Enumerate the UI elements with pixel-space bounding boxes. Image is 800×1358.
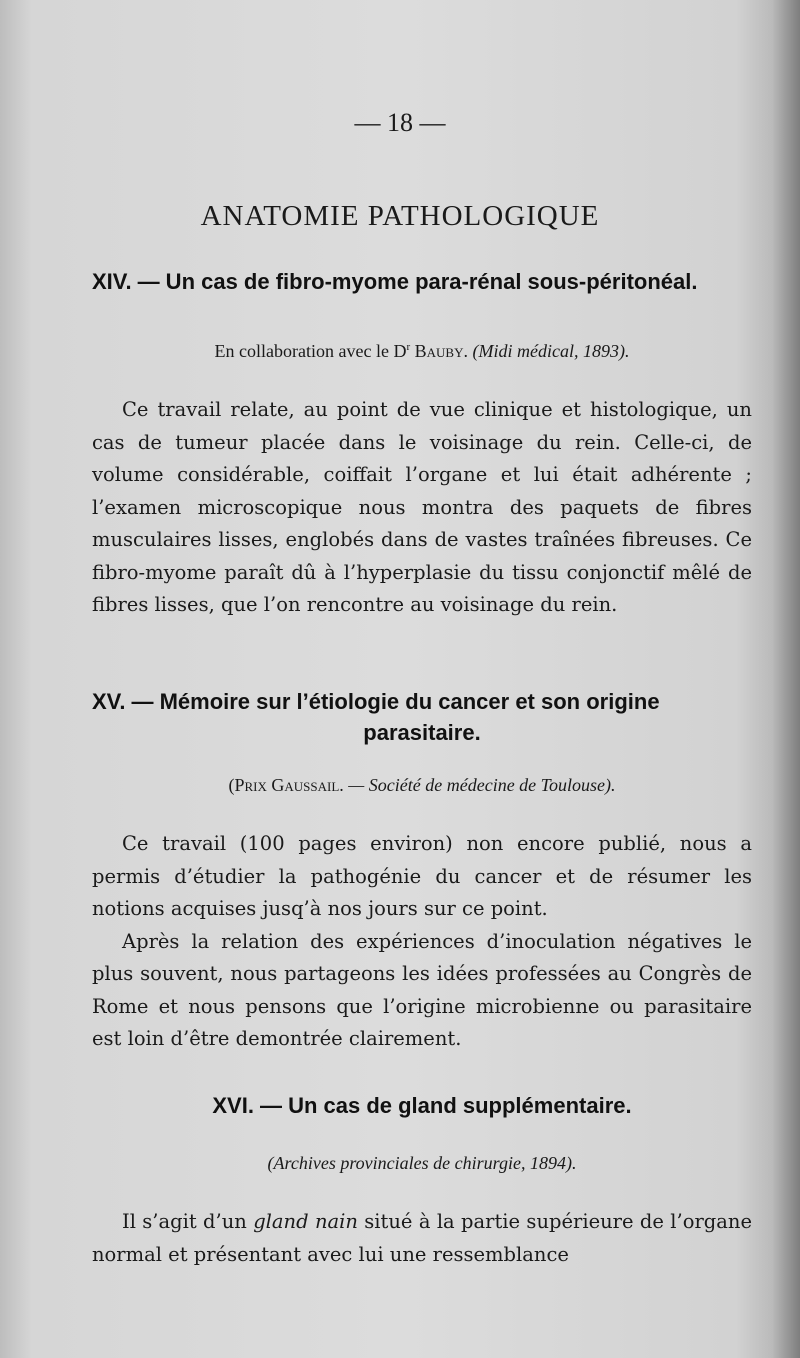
- citation-author: Bauby.: [414, 341, 468, 361]
- entry-title: [92, 686, 752, 717]
- entry-xvi-body: [92, 1206, 752, 1271]
- entry-title: [92, 266, 752, 297]
- citation-open: (: [228, 775, 235, 795]
- citation: [92, 334, 752, 364]
- section-title: ANATOMIE PATHOLOGIQUE: [200, 200, 600, 232]
- paragraph: Ce travail (100 pages environ) non encore publié, nous a permis d’étudier la pathogénie du cancer et de résumer les notions acquises jusq’à nos jours sur ce point.: [92, 832, 752, 920]
- citation: [92, 1150, 752, 1176]
- paragraph: Ce travail relate, au point de vue clinique et histologique, un cas de tumeur placée dans le voisinage du rein. Celle-ci, de volume considérable, coiffait l’organe et lui était adhérente ; l’examen microscopique nous montra des paquets de fibres musculaires lisses, englobés dans de vastes traînées fibreuses. Ce fibro-myome paraît dû à l’hyperplasie du tissu conjonctif mêlé de fibres lisses, que l’on rencontre au voisinage du rein.: [92, 398, 752, 616]
- paragraph: [92, 1206, 752, 1271]
- entry-xv-body: [92, 828, 752, 1056]
- entry-xvi: [92, 1090, 752, 1121]
- page-edge-shadow: [772, 0, 800, 1358]
- entry-number: XVI.: [212, 1093, 254, 1118]
- paragraph-start: Il s’agit d’un: [122, 1210, 247, 1233]
- entry-xiv-citation: [92, 334, 752, 364]
- citation-prefix: En collaboration avec le D: [214, 341, 407, 361]
- entry-number: XIV.: [92, 269, 132, 294]
- paragraph-italic: gland nain: [253, 1210, 358, 1233]
- entry-title: [92, 1090, 752, 1121]
- citation-sup: r: [406, 341, 411, 353]
- page-number: — 18 —: [354, 108, 446, 137]
- entry-number: XV.: [92, 689, 126, 714]
- citation-prize: Prix Gaussail.: [234, 775, 344, 795]
- citation: [92, 772, 752, 798]
- citation-source: — Société de médecine de Toulouse).: [348, 775, 616, 795]
- entry-title-line2: parasitaire.: [363, 720, 481, 745]
- entry-xiv: [92, 266, 752, 297]
- citation-source: (Archives provinciales de chirurgie, 1894).: [267, 1153, 577, 1173]
- entry-xv: [92, 686, 752, 748]
- paragraph: Après la relation des expériences d’inoculation négatives le plus souvent, nous partageons les idées professées au Congrès de Rome et nous pensons que l’origine microbienne ou parasitaire est loin d’être demontrée clairement.: [92, 929, 752, 1050]
- entry-title-text: — Un cas de gland supplémentaire.: [259, 1093, 632, 1118]
- entry-title-text: — Mémoire sur l’étiologie du cancer et son origine: [131, 689, 660, 714]
- entry-title-text: — Un cas de fibro-myome para-rénal sous-péritonéal.: [137, 269, 698, 294]
- entry-xiv-body: [92, 394, 752, 622]
- entry-xvi-citation: [92, 1150, 752, 1176]
- entry-xv-citation: [92, 772, 752, 798]
- citation-source: (Midi médical, 1893).: [472, 341, 630, 361]
- paragraph-rest: situé à la partie supérieure de l’organe normal et présentant avec lui une ressemblance: [92, 1210, 752, 1266]
